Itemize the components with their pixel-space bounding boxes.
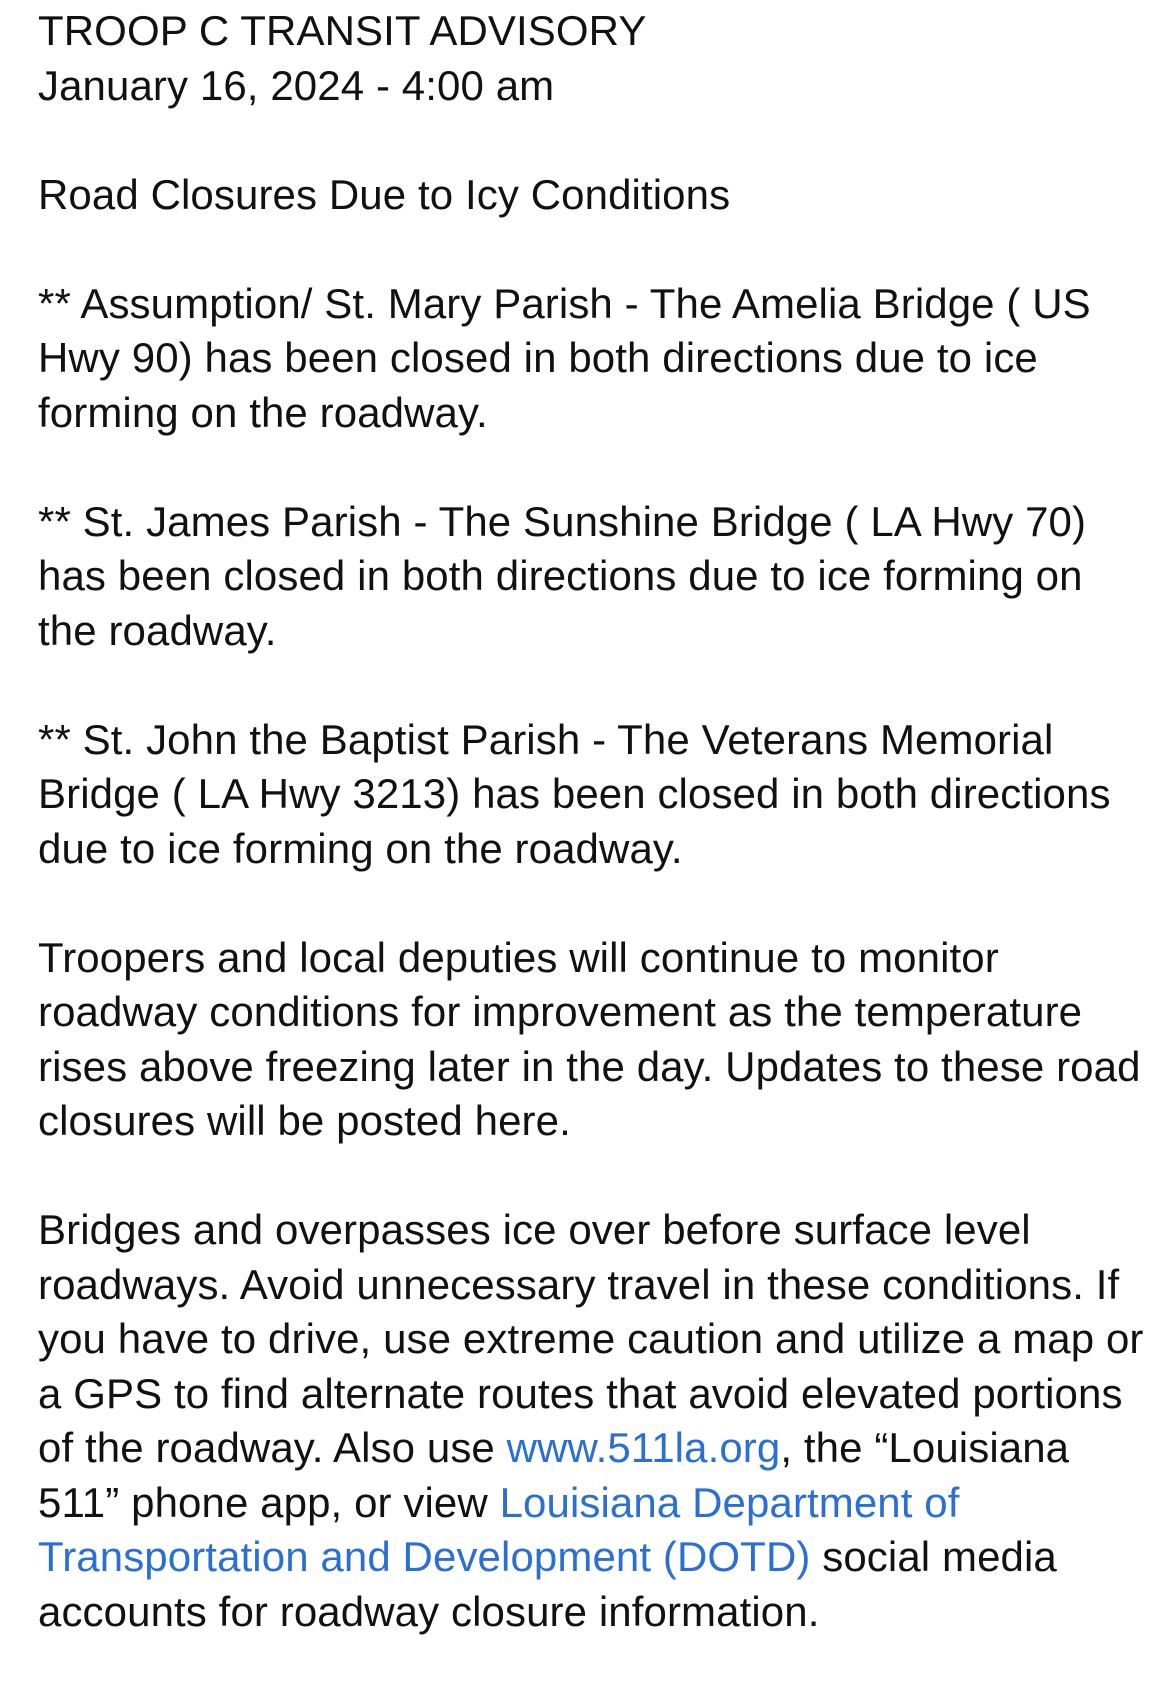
advisory-datetime: January 16, 2024 - 4:00 am xyxy=(38,61,555,109)
link-dotd[interactable]: Louisiana Department of Transportation and Development (DOTD) xyxy=(38,1478,960,1580)
advisory-title: TROOP C TRANSIT ADVISORY xyxy=(38,7,647,54)
advice-paragraph xyxy=(38,1203,1148,1639)
advice-mid-text: , the “Louisiana 511” phone app, or view xyxy=(38,1424,1070,1526)
advice-outro-text: social media accounts for roadway closure information. xyxy=(38,1533,1057,1635)
closure-item-amelia-bridge: ** Assumption/ St. Mary Parish - The Amelia Bridge ( US Hwy 90) has been closed in both directions due to ice forming on the roadway. xyxy=(38,279,1091,436)
monitoring-paragraph: Troopers and local deputies will continue to monitor roadway conditions for improvement as the temperature rises above freezing later in the day. Updates to these road closures will be posted here. xyxy=(38,933,1141,1144)
link-511la[interactable]: www.511la.org xyxy=(506,1424,781,1471)
closure-item-veterans-memorial-bridge: ** St. John the Baptist Parish - The Veterans Memorial Bridge ( LA Hwy 3213) has been closed in both directions due to ice forming on the roadway. xyxy=(38,715,1111,872)
advisory-subject: Road Closures Due to Icy Conditions xyxy=(38,170,731,218)
advice-intro-text: Bridges and overpasses ice over before surface level roadways. Avoid unnecessary travel in these conditions. If you have to drive, use extreme caution and utilize a map or a GPS to find alternate routes that avoid elevated portions of the roadway. Also use xyxy=(38,1206,1144,1471)
advisory-document xyxy=(38,4,1148,1639)
closure-item-sunshine-bridge: ** St. James Parish - The Sunshine Bridge ( LA Hwy 70) has been closed in both directions due to ice forming on the roadway. xyxy=(38,497,1087,654)
